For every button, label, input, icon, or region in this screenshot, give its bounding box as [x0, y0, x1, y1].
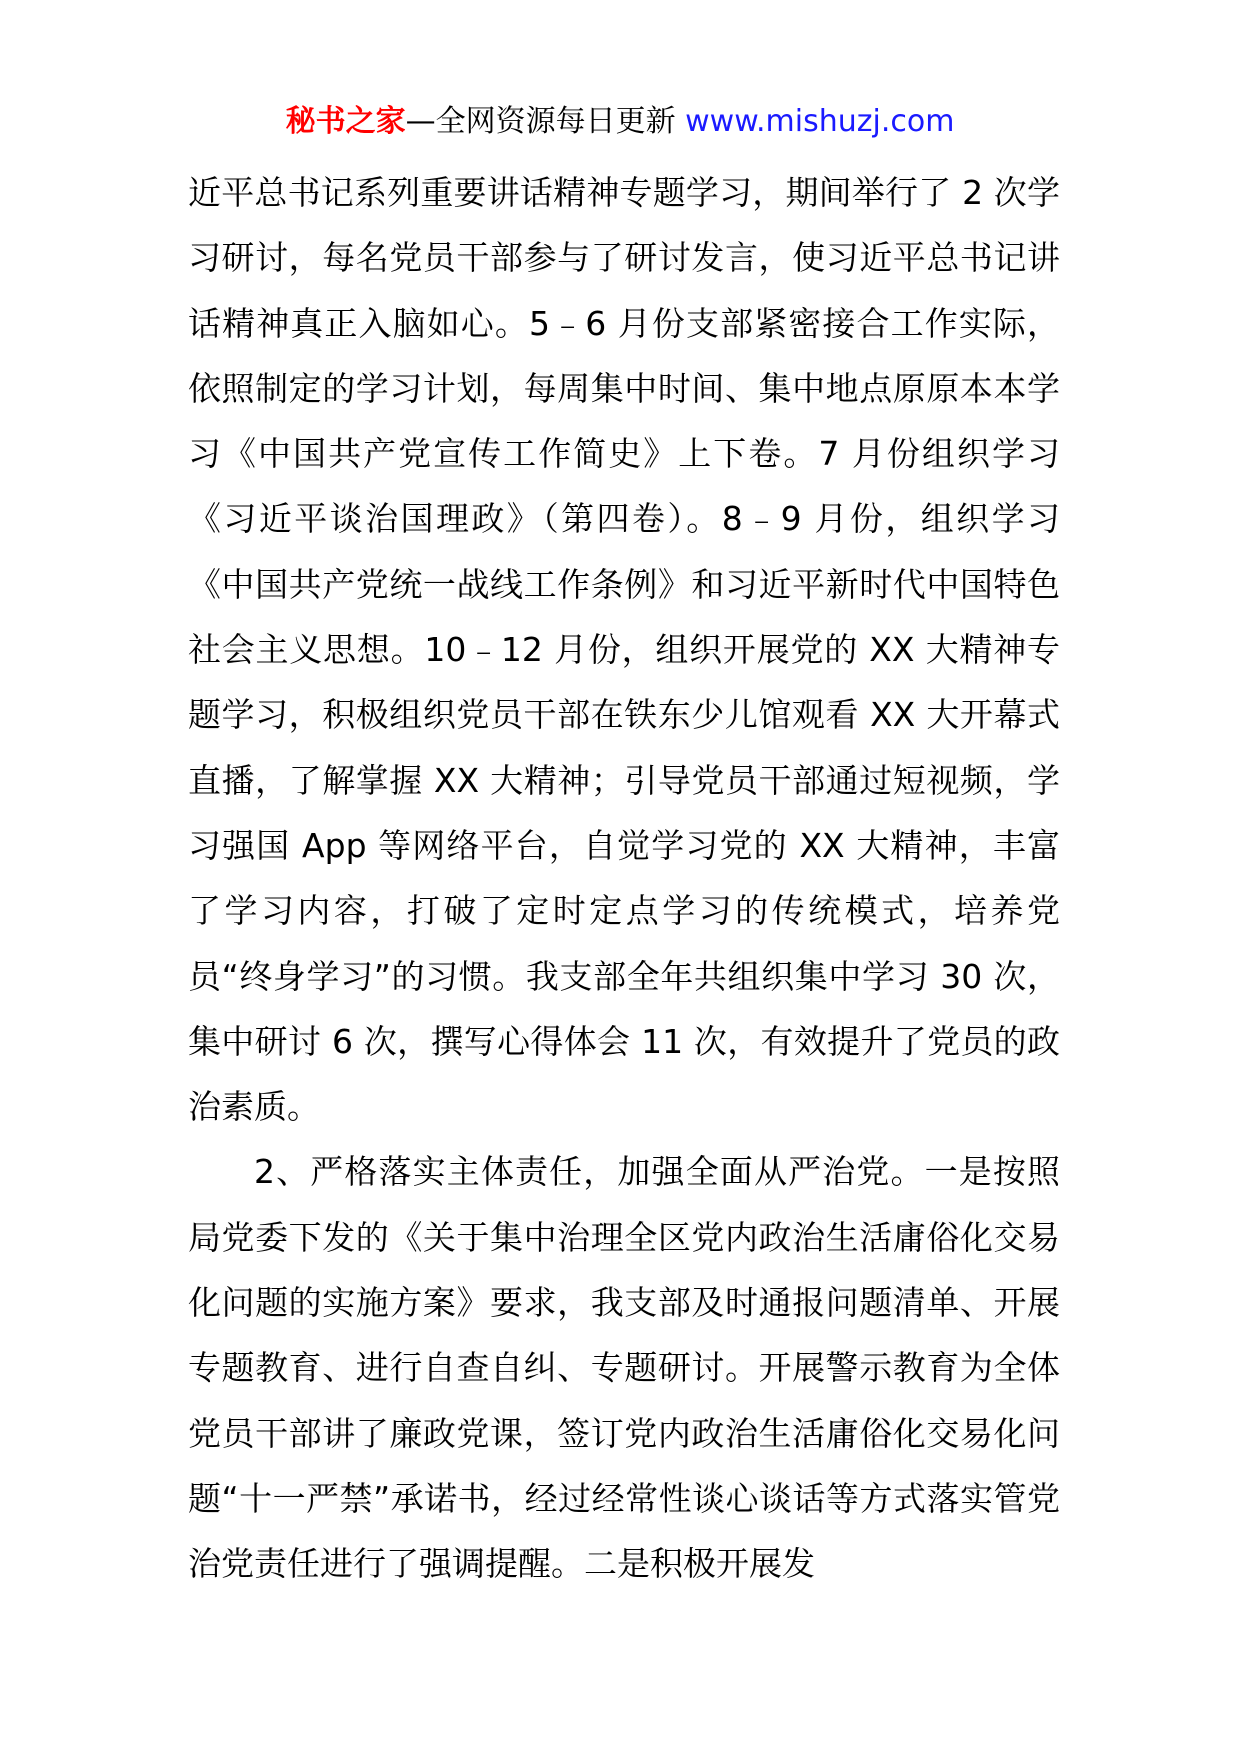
page-header — [0, 102, 1240, 142]
header-tagline: —全网资源每日更新 — [405, 104, 676, 139]
body-paragraph: 2、严格落实主体责任，加强全面从严治党。一是按照局党委下发的《关于集中治理全区党内政治生活庸俗化交易化问题的实施方案》要求，我支部及时通报问题清单、开展专题教育、进行自查自纠、专题研讨。开展警示教育为全体党员干部讲了廉政党课，签订党内政治生活庸俗化交易化问题“十一严禁”承诺书，经过经常性谈心谈话等方式落实管党治党责任进行了强调提醒。二是积极开展发 — [188, 1152, 1060, 1584]
document-body — [188, 160, 1060, 1597]
body-paragraph: 近平总书记系列重要讲话精神专题学习，期间举行了 2 次学习研讨，每名党员干部参与了研讨发言，使习近平总书记讲话精神真正入脑如心。5﹣6 月份支部紧密接合工作实际，依照制定的学习计划，每周集中时间、集中地点原原本本学习《中国共产党宣传工作简史》上下卷。7 月份组织学习《习近平谈治国理政》（第四卷）。8﹣9 月份，组织学习《中国共产党统一战线工作条例》和习近平新时代中国特色社会主义思想。10﹣12 月份，组织开展党的 XX 大精神专题学习，积极组织党员干部在铁东少儿馆观看 XX 大开幕式直播，了解掌握 XX 大精神；引导党员干部通过短视频，学习强国 App 等网络平台，自觉学习党的 XX 大精神，丰富了学习内容，打破了定时定点学习的传统模式，培养党员“终身学习”的习惯。我支部全年共组织集中学习 30 次，集中研讨 6 次，撰写心得体会 11 次，有效提升了党员的政治素质。 — [188, 173, 1060, 1127]
brand-name: 秘书之家 — [285, 104, 406, 139]
website-link[interactable]: www.mishuzj.com — [685, 104, 955, 139]
